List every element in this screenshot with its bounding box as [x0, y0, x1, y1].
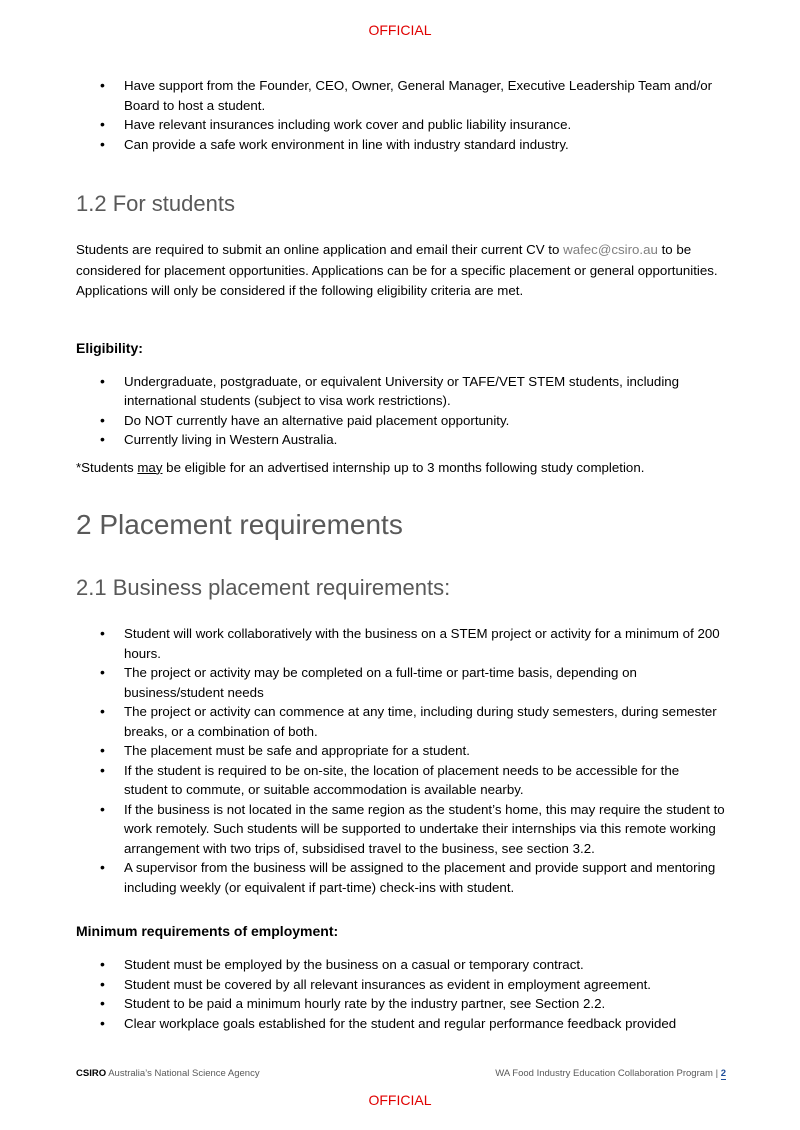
footer-agency: CSIRO Australia’s National Science Agency — [76, 1068, 260, 1079]
eligibility-note: *Students may be eligible for an advertised internship up to 3 months following study completion. — [76, 459, 645, 475]
list-item: • A supervisor from the business will be assigned to the placement and provide support and mentoring including weekly (or equivalent if part-time) check-ins with student. — [76, 858, 726, 897]
list-item: • Student will work collaboratively with the business on a STEM project or activity for a minimum of 200 hours. — [76, 624, 726, 663]
list-item: • The project or activity can commence at any time, including during study semesters, during semester breaks, or a combination of both. — [76, 702, 726, 741]
list-item: • If the student is required to be on-site, the location of placement needs to be accessible for the student to commute, or suitable accommodation is available nearby. — [76, 761, 726, 800]
list-item: • Clear workplace goals established for the student and regular performance feedback provided — [76, 1014, 726, 1034]
heading-for-students: 1.2 For students — [76, 191, 235, 216]
list-item: • Currently living in Western Australia. — [76, 430, 726, 450]
employment-requirements-list — [76, 955, 726, 1033]
list-item: • Student must be employed by the business on a casual or temporary contract. — [76, 955, 726, 975]
list-item: • The project or activity may be completed on a full-time or part-time basis, depending on business/student needs — [76, 663, 726, 702]
list-item: • Undergraduate, postgraduate, or equivalent University or TAFE/VET STEM students, including international students (subject to visa work restrictions). — [76, 372, 726, 411]
email-link[interactable]: wafec@csiro.au — [563, 242, 658, 257]
official-marking-bottom: OFFICIAL — [368, 1092, 432, 1108]
document-body — [76, 76, 726, 1033]
list-item: • If the business is not located in the same region as the student’s home, this may require the student to work remotely. Such students will be supported to undertake their internships via this remote working arrangement with two trips of, subsidised travel to the business, see section 3.2. — [76, 800, 726, 859]
list-item: • Have support from the Founder, CEO, Owner, General Manager, Executive Leadership Team and/or Board to host a student. — [76, 76, 726, 115]
host-criteria-list — [76, 76, 726, 154]
csiro-logo-text: CSIRO — [76, 1068, 107, 1079]
students-paragraph: Students are required to submit an online application and email their current CV to wafec@csiro.au to be considered for placement opportunities. Applications can be for a specific placement or general opportunities. Applications will only be considered if the following eligibility criteria are met. — [76, 242, 718, 298]
list-item: • The placement must be safe and appropriate for a student. — [76, 741, 726, 761]
page-number: 2 — [720, 1068, 726, 1079]
eligibility-list — [76, 372, 726, 450]
heading-business-placement: 2.1 Business placement requirements: — [76, 575, 451, 600]
list-item: • Do NOT currently have an alternative paid placement opportunity. — [76, 411, 726, 431]
official-marking-top: OFFICIAL — [368, 22, 432, 38]
eligibility-heading: Eligibility: — [76, 339, 143, 356]
list-item: • Have relevant insurances including work cover and public liability insurance. — [76, 115, 726, 135]
heading-placement-requirements: 2 Placement requirements — [76, 509, 403, 540]
list-item: • Student to be paid a minimum hourly rate by the industry partner, see Section 2.2. — [76, 994, 726, 1014]
list-item: • Student must be covered by all relevant insurances as evident in employment agreement. — [76, 975, 726, 995]
footer-program: WA Food Industry Education Collaboration Program | 2 — [495, 1068, 726, 1079]
business-requirements-list — [76, 624, 726, 897]
list-item: • Can provide a safe work environment in line with industry standard industry. — [76, 135, 726, 155]
employment-heading: Minimum requirements of employment: — [76, 923, 339, 939]
